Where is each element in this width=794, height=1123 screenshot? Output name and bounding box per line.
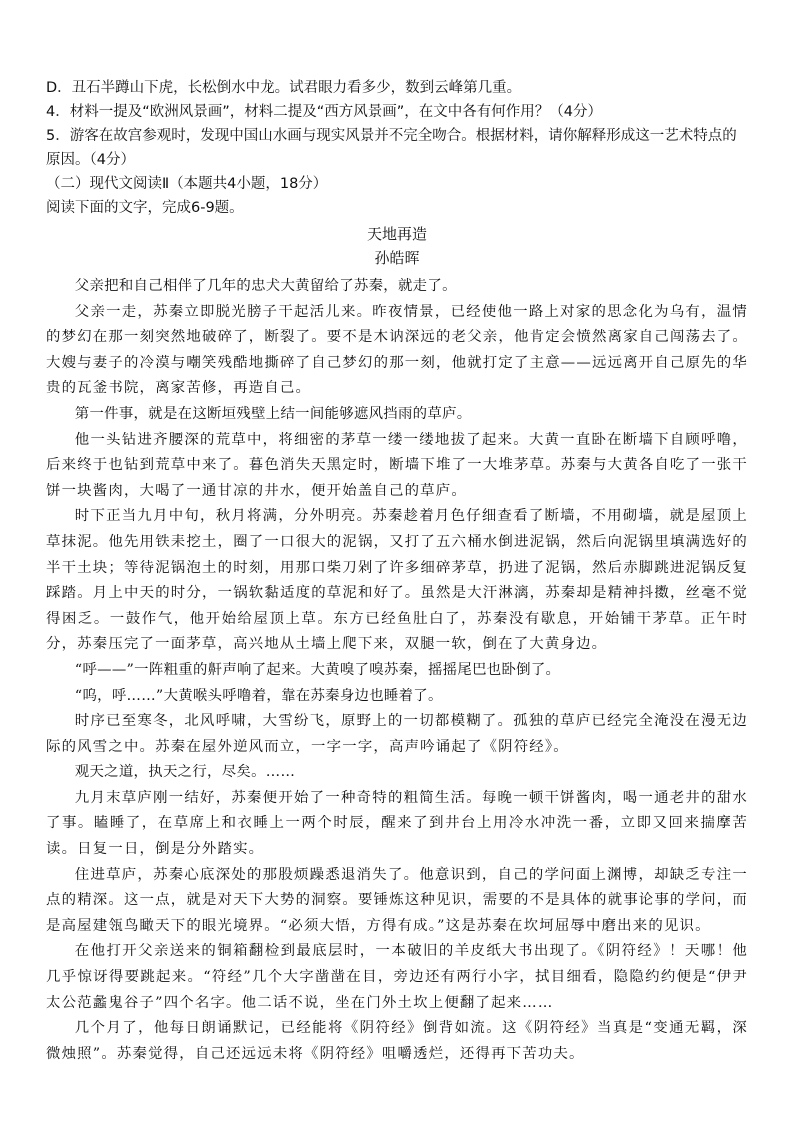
paragraph: 几个月了，他每日朗诵默记，已经能将《阴符经》倒背如流。这《阴符经》当真是“变通无羁，深微烛照”。苏秦觉得，自己还远远未将《阴符经》咀嚼透烂，还得再下苦功夫。 bbox=[46, 1020, 748, 1062]
paragraph: 父亲把和自己相伴了几年的忠犬大黄留给了苏秦，就走了。 bbox=[74, 278, 457, 294]
reading-instruction: 阅读下面的文字，完成6-9题。 bbox=[46, 200, 244, 216]
article-title: 天地再造 bbox=[366, 225, 427, 243]
paragraph: “呼——”一阵粗重的鼾声响了起来。大黄嗅了嗅苏秦，摇摇尾巴也卧倒了。 bbox=[74, 661, 561, 678]
article-author: 孙皓晖 bbox=[374, 249, 420, 267]
paragraph: 第一件事，就是在这断垣残壁上结一间能够遮风挡雨的草庐。 bbox=[74, 405, 472, 422]
question-4: 4．材料一提及“欧洲风景画”，材料二提及“西方风景画”，在文中各有何作用？（4分） bbox=[46, 104, 602, 120]
paragraph: 时序已至寒冬，北风呼啸，大雪纷飞，原野上的一切都模糊了。孤独的草庐已经完全淹没在漫无边际的风雪之中。苏秦在屋外逆风而立，一字一字，高声吟诵起了《阴符经》。 bbox=[46, 713, 748, 755]
paragraph: 他一头钻进齐腰深的荒草中，将细密的茅草一缕一缕地拔了起来。大黄一直卧在断墙下自顾呼噜，后来终于也钻到荒草中来了。暮色消失天黑定时，断墙下堆了一大堆茅草。苏秦与大黄各自吃了一张干饼一块酱肉，大喝了一通甘凉的井水，便开始盖自己的草庐。 bbox=[46, 431, 748, 499]
exam-page bbox=[46, 76, 748, 1067]
paragraph: 时下正当九月中旬，秋月将满，分外明亮。苏秦趁着月色仔细查看了断墙，不用砌墙，就是屋顶上草抹泥。他先用铁耒挖土，圈了一口很大的泥锅，又打了五六桶水倒进泥锅，然后向泥锅里填满选好的半干土块；等待泥锅泡土的时刻，用那口柴刀剁了许多细碎茅草，扔进了泥锅，然后赤脚跳进泥锅反复踩踏。月上中天的时分，一锅软黏适度的草泥和好了。虽然是大汗淋漓，苏秦却是精神抖擞，丝毫不觉得困乏。一鼓作气，他开始给屋顶上草。东方已经鱼肚白了，苏秦没有歇息，开始铺干茅草。正午时分，苏秦压完了一面茅草，高兴地从土墙上爬下来，双腿一软，倒在了大黄身边。 bbox=[46, 508, 748, 653]
question-5: 5．游客在故宫参观时，发现中国山水画与现实风景并不完全吻合。根据材料，请你解释形成这一艺术特点的原因。（4分） bbox=[46, 128, 737, 168]
question-option-d: D．丑石半蹲山下虎，长松倒水中龙。试君眼力看多少，数到云峰第几重。 bbox=[46, 80, 522, 96]
section-heading: （二）现代文阅读Ⅱ（本题共4小题，18分） bbox=[46, 176, 328, 192]
paragraph: 九月末草庐刚一结好，苏秦便开始了一种奇特的粗简生活。每晚一顿干饼酱肉，喝一通老井的甜水了事。瞌睡了，在草席上和衣睡上一两个时辰，醒来了到井台上用冷水冲洗一番，立即又回来揣摩苦读。日复一日，倒是分外踏实。 bbox=[46, 789, 748, 858]
paragraph: “呜，呼……”大黄喉头呼噜着，靠在苏秦身边也睡着了。 bbox=[74, 687, 443, 704]
paragraph: 观天之道，执天之行，尽矣。…… bbox=[74, 764, 296, 781]
article-body bbox=[46, 274, 748, 1067]
paragraph: 住进草庐，苏秦心底深处的那股烦躁悉退消失了。他意识到，自己的学问面上渊博，却缺乏专注一点的精深。这一点，就是对天下大势的洞察。要锤炼这种见识，需要的不是具体的就事论事的学问，而是高屋建瓴鸟瞰天下的眼光境界。“必须大悟，方得有成。”这是苏秦在坎坷屈辱中磨出来的见识。 bbox=[46, 866, 748, 934]
paragraph: 父亲一走，苏秦立即脱光膀子干起活儿来。昨夜情景，已经使他一路上对家的思念化为乌有，温情的梦幻在那一刻突然地破碎了，断裂了。要不是木讷深远的老父亲，他肯定会愤然离家自己闯荡去了。大嫂与妻子的冷漠与嘲笑残酷地撕碎了自己梦幻的那一刻，他就打定了主意——远远离开自己原先的华贵的瓦釜书院，离家苦修，再造自己。 bbox=[46, 303, 748, 397]
paragraph: 在他打开父亲送来的铜箱翻检到最底层时，一本破旧的羊皮纸大书出现了。《阴符经》！天哪！他几乎惊讶得要跳起来。“符经”几个大字凿凿在目，旁边还有两行小字，拭目细看，隐隐约约便是“伊尹太公范蠡鬼谷子”四个名字。他二话不说，坐在门外土坎上便翻了起来…… bbox=[46, 943, 748, 1011]
